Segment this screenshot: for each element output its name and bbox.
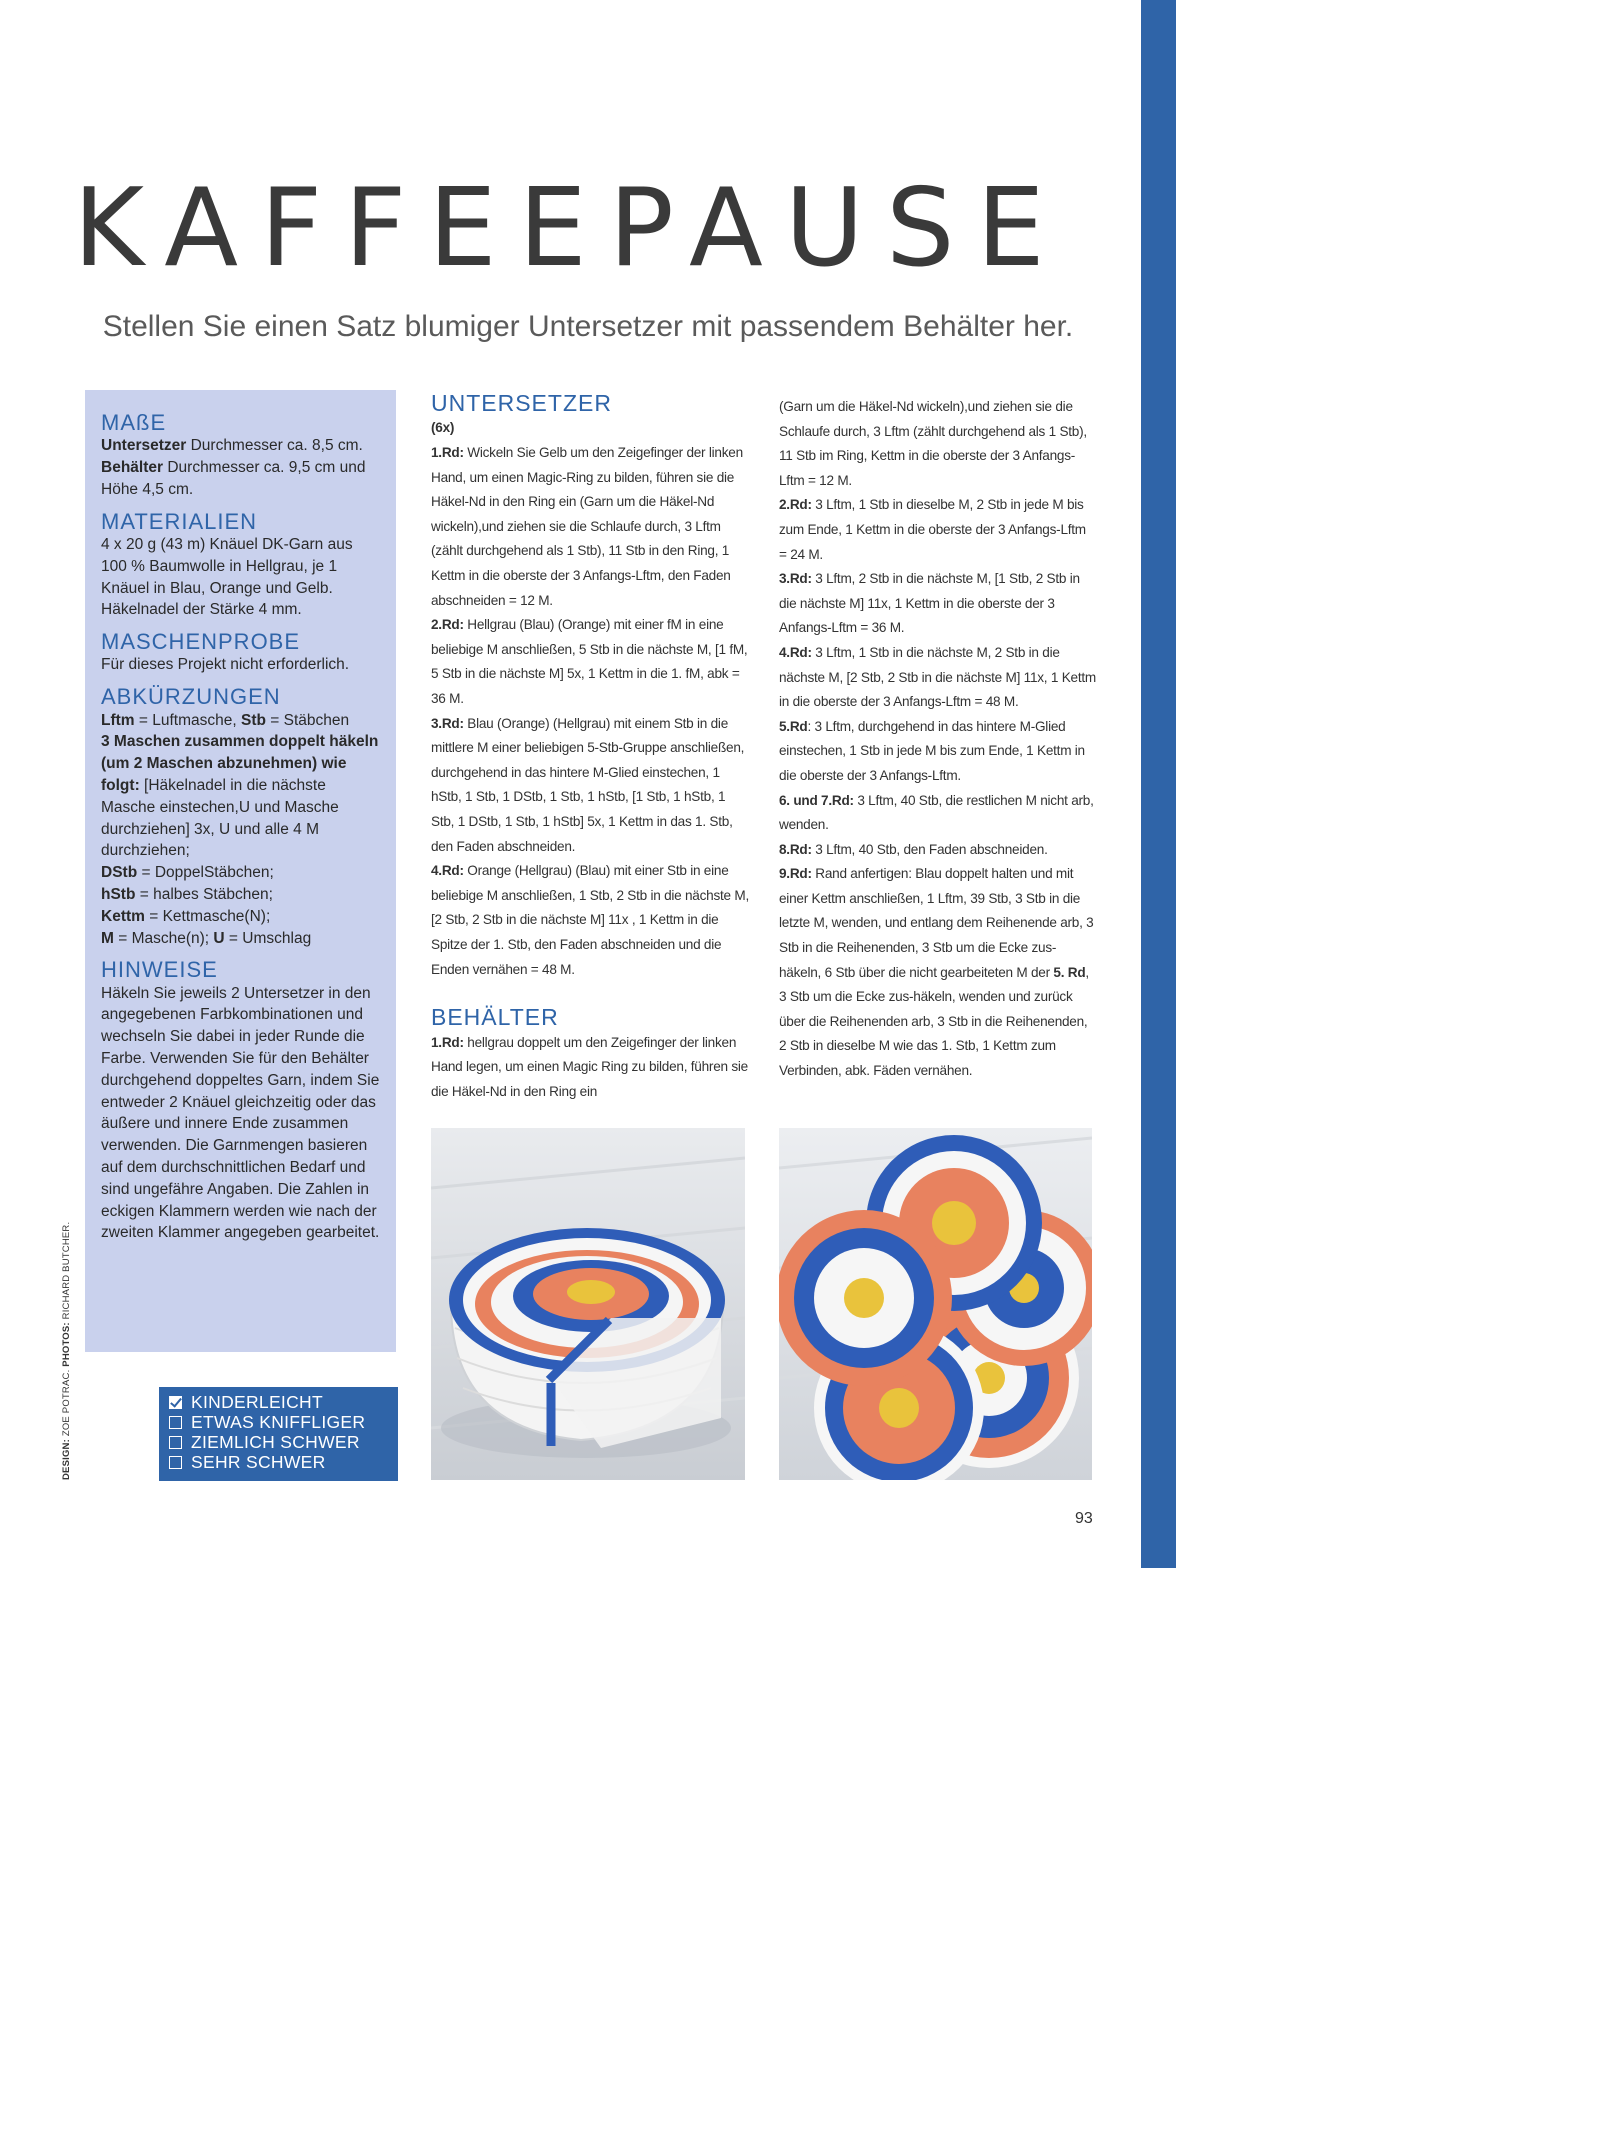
b-round-6-7-text: 3 Lftm, 40 Stb, die restlichen M nicht arb, wenden. bbox=[779, 792, 1094, 833]
photos-label: PHOTOS: bbox=[61, 1322, 72, 1367]
u-round-2-text: Hellgrau (Blau) (Orange) mit einer fM in eine beliebige M anschließen, 5 Stb in die nächste M, [1 fM, 5 Stb in die nächste M] 5x, 1 Kettm in die 1. fM, abk = 36 M. bbox=[431, 617, 748, 706]
behaelter-label: Behälter bbox=[101, 459, 164, 477]
hinweise-section bbox=[101, 957, 382, 1244]
b-round-3-label: 3.Rd: bbox=[779, 571, 812, 587]
behaelter-instructions bbox=[779, 395, 1097, 1084]
b-round-4-text: 3 Lftm, 1 Stb in die nächste M, 2 Stb in die nächste M, [2 Stb, 2 Stb in die nächste M] 11x, 1 Kettm in die oberste der 3 Anfangs-Lftm = 48 M. bbox=[779, 644, 1096, 710]
masse-text bbox=[101, 435, 382, 500]
edge-color-bar bbox=[1141, 0, 1176, 1568]
abbr-u: U bbox=[213, 929, 225, 947]
untersetzer-label: Untersetzer bbox=[101, 437, 187, 455]
untersetzer-instructions bbox=[431, 416, 749, 982]
b-round-1-label: 1.Rd: bbox=[431, 1034, 464, 1050]
untersetzer-count: (6x) bbox=[431, 420, 455, 436]
abbr-dstb-def: = DoppelStäbchen; bbox=[137, 864, 274, 882]
design-name: ZOE POTRAC. bbox=[61, 1366, 72, 1439]
hinweise-text: Häkeln Sie jeweils 2 Untersetzer in den angegebenen Farbkombinationen und wechseln Sie dabei in jeder Runde die Farbe. Verwenden Sie für den Behälter durchgehend doppeltes Garn, indem Sie entweder 2 Knäuel gleichzeitig oder das äußere und innere Ende zusammen verwenden. Die Garnmengen basieren auf dem durchschnittlichen Bedarf und sind ungefähre Angaben. Die Zahlen in eckigen Klammern werden wie nach der zweiten Klammer angegeben gearbeitet. bbox=[101, 984, 380, 1242]
maschenprobe-heading: MASCHENPROBE bbox=[101, 629, 301, 655]
abbr-hstb-def: = halbes Stäbchen; bbox=[135, 885, 273, 903]
abbr-stb-def: = Stäbchen bbox=[265, 711, 350, 729]
b-round-9-text-a: Rand anfertigen: Blau doppelt halten und mit einer Kettm anschließen, 1 Lftm, 39 Stb, 3 Stb in die letzte M, wenden, und entlang dem Reihenende arb, 3 Stb in die Reihenenden, 3 Stb um die Ecke zus-häkeln, 6 Stb über die nicht gearbeiteten M der bbox=[779, 866, 1094, 980]
page-subtitle: Stellen Sie einen Satz blumiger Untersetzer mit passendem Behälter her. bbox=[102, 310, 1074, 343]
abbr-lftm: Lftm bbox=[101, 711, 135, 729]
abbr-u-def: = Umschlag bbox=[224, 929, 312, 947]
materialien-section bbox=[101, 509, 382, 621]
b-round-1-cont: (Garn um die Häkel-Nd wickeln),und ziehen sie die Schlaufe durch, 3 Lftm (zählt durchgehend als 1 Stb), 11 Stb im Ring, Kettm in die oberste der 3 Anfangs-Lftm = 12 M. bbox=[779, 399, 1087, 488]
maschenprobe-text: Für dieses Projekt nicht erforderlich. bbox=[101, 656, 350, 674]
b-round-6-7-label: 6. und 7.Rd: bbox=[779, 792, 854, 808]
u-round-2-label: 2.Rd: bbox=[431, 617, 464, 633]
difficulty-label: ZIEMLICH SCHWER bbox=[191, 1431, 360, 1452]
b-round-1-text: hellgrau doppelt um den Zeigefinger der linken Hand legen, um einen Magic Ring zu bilden, führen sie die Häkel-Nd in den Ring ein bbox=[431, 1034, 748, 1099]
page-number: 93 bbox=[1075, 1510, 1093, 1527]
u-round-1-label: 1.Rd: bbox=[431, 445, 464, 461]
abbr-stb: Stb bbox=[240, 711, 266, 729]
b-round-2-text: 3 Lftm, 1 Stb in dieselbe M, 2 Stb in jede M bis zum Ende, 1 Kettm in die oberste der 3 Anfangs-Lftm = 24 M. bbox=[779, 497, 1086, 562]
untersetzer-column bbox=[431, 390, 749, 1104]
checkbox-icon bbox=[169, 1416, 182, 1429]
b-round-5-label: 5.Rd bbox=[779, 718, 808, 734]
photo-coasters bbox=[779, 1128, 1092, 1480]
difficulty-item-ziemlich-schwer bbox=[169, 1432, 398, 1452]
b-round-8-text: 3 Lftm, 40 Stb, den Faden abschneiden. bbox=[811, 841, 1048, 857]
b-round-9-label: 9.Rd: bbox=[779, 866, 812, 882]
u-round-3-text: Blau (Orange) (Hellgrau) mit einem Stb in die mittlere M einer beliebigen 5-Stb-Gruppe anschließen, durchgehend in das hintere M-Glied einstechen, 1 hStb, 1 Stb, 1 DStb, 1 Stb, 1 hStb, [1 Stb, 1 hStb, 1 Stb, 1 DStb, 1 Stb, 1 hStb] 5x, 1 Kettm in das 1. Stb, den Faden abschneiden. bbox=[431, 715, 745, 854]
abbr-dstb: DStb bbox=[101, 864, 138, 882]
behaelter-instructions-start bbox=[431, 1031, 749, 1105]
checked-box-icon bbox=[169, 1396, 182, 1409]
abbr-kettm: Kettm bbox=[101, 907, 145, 925]
photo-basket bbox=[431, 1128, 745, 1480]
abbr-kettm-def: = Kettmasche(N); bbox=[144, 907, 271, 925]
difficulty-label: SEHR SCHWER bbox=[191, 1451, 326, 1472]
design-label: DESIGN: bbox=[61, 1439, 72, 1480]
behaelter-heading: BEHÄLTER bbox=[431, 1004, 559, 1031]
difficulty-box bbox=[159, 1387, 398, 1481]
difficulty-label: KINDERLEICHT bbox=[191, 1391, 323, 1412]
info-box bbox=[85, 390, 396, 1352]
coasters-illustration bbox=[779, 1128, 1092, 1480]
b-round-9-text-b: , 3 Stb um die Ecke zus-häkeln, wenden und zurück über die Reihenenden arb, 3 Stb in die Reihenenden, 2 Stb in dieselbe M wie das 1. Stb, 1 Kettm zum Verbinden, abk. Fäden vernähen. bbox=[779, 964, 1089, 1079]
materialien-heading: MATERIALIEN bbox=[101, 508, 258, 534]
checkbox-icon bbox=[169, 1436, 182, 1449]
abbr-m: M bbox=[101, 929, 114, 947]
hinweise-heading: HINWEISE bbox=[101, 957, 218, 983]
b-round-8-label: 8.Rd: bbox=[779, 841, 812, 857]
untersetzer-heading: UNTERSETZER bbox=[431, 390, 612, 416]
u-round-3-label: 3.Rd: bbox=[431, 715, 464, 731]
masse-section bbox=[101, 410, 382, 501]
maschenprobe-section bbox=[101, 629, 382, 676]
b-round-9-ref: 5. Rd bbox=[1053, 964, 1086, 980]
behaelter-column bbox=[779, 395, 1097, 1084]
abbr-m-def: = Masche(n); bbox=[113, 929, 214, 947]
abkuerzungen-text bbox=[101, 710, 382, 950]
difficulty-item-kinderleicht bbox=[169, 1392, 398, 1412]
photos-name: RICHARD BUTCHER. bbox=[61, 1221, 72, 1323]
u-round-1-text: Wickeln Sie Gelb um den Zeigefinger der linken Hand, um einen Magic-Ring zu bilden, führen sie die Häkel-Nd in den Ring ein (Garn um die Häkel-Nd wickeln),und ziehen sie die Schlaufe durch, 3 Lftm (zählt durchgehend als 1 Stb), 11 Stb in den Ring, 1 Kettm in die oberste der 3 Anfangs-Lftm, den Faden abschneiden = 12 M. bbox=[431, 445, 743, 608]
abbr-lftm-def: = Luftmasche, bbox=[134, 711, 241, 729]
checkbox-icon bbox=[169, 1456, 182, 1469]
difficulty-item-etwas-kniffliger bbox=[169, 1412, 398, 1432]
u-round-4-text: Orange (Hellgrau) (Blau) mit einer Stb in eine beliebige M anschließen, 1 Stb, 2 Stb in die nächste M, [2 Stb, 2 Stb in die nächste M] 11x , 1 Kettm in die Spitze der 1. Stb, den Faden abschneiden und die Enden vernähen = 48 M. bbox=[431, 863, 749, 977]
basket-illustration bbox=[431, 1128, 745, 1480]
abbr-zus: 3 Maschen zusammen doppelt häkeln (um 2 Maschen abzunehmen) wie folgt: bbox=[101, 733, 379, 794]
b-round-2-label: 2.Rd: bbox=[779, 497, 812, 513]
masse-heading: MAßE bbox=[101, 410, 167, 435]
b-round-4-label: 4.Rd: bbox=[779, 644, 812, 660]
b-round-5-text: : 3 Lftm, durchgehend in das hintere M-Glied einstechen, 1 Stb in jede M bis zum Ende, 1 Kettm in die oberste der 3 Anfangs-Lftm. bbox=[779, 718, 1085, 783]
materialien-text: 4 x 20 g (43 m) Knäuel DK-Garn aus 100 % Baumwolle in Hellgrau, je 1 Knäuel in Blau, Orange und Gelb. Häkelnadel der Stärke 4 mm. bbox=[101, 535, 353, 619]
abkuerzungen-heading: ABKÜRZUNGEN bbox=[101, 684, 281, 710]
behaelter-size: Durchmesser ca. 9,5 cm und Höhe 4,5 cm. bbox=[101, 459, 366, 498]
difficulty-label: ETWAS KNIFFLIGER bbox=[191, 1411, 366, 1432]
photo-credits bbox=[61, 1222, 72, 1480]
abkuerzungen-section bbox=[101, 684, 382, 949]
b-round-3-text: 3 Lftm, 2 Stb in die nächste M, [1 Stb, 2 Stb in die nächste M] 11x, 1 Kettm in die oberste der 3 Anfangs-Lftm = 36 M. bbox=[779, 571, 1080, 636]
page-title: KAFFEEPAUSE bbox=[73, 166, 1067, 291]
u-round-4-label: 4.Rd: bbox=[431, 863, 464, 879]
untersetzer-size: Durchmesser ca. 8,5 cm. bbox=[186, 437, 363, 455]
difficulty-item-sehr-schwer bbox=[169, 1452, 398, 1472]
abbr-zus-def: [Häkelnadel in die nächste Masche einstechen,U und Masche durchziehen] 3x, U und alle 4 M durchziehen; bbox=[101, 776, 339, 860]
abbr-hstb: hStb bbox=[101, 885, 136, 903]
